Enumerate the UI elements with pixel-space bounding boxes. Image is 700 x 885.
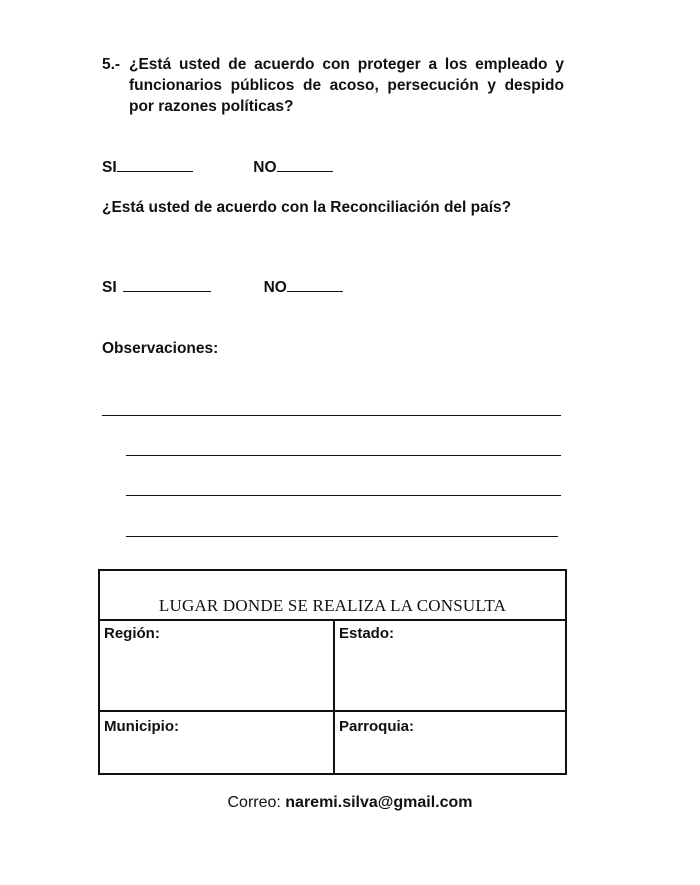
correo-label: Correo: [227, 794, 286, 811]
location-table [98, 569, 567, 775]
si-label: SI [102, 279, 117, 296]
no-label: NO [263, 279, 287, 296]
estado-cell[interactable] [335, 619, 565, 710]
no-blank-field[interactable] [287, 277, 343, 292]
location-table-title: LUGAR DONDE SE REALIZA LA CONSULTA [100, 571, 565, 621]
answer-row-2 [102, 277, 343, 297]
footer-contact [0, 794, 700, 812]
municipio-cell[interactable] [100, 712, 333, 775]
estado-label: Estado: [339, 625, 395, 642]
si-blank-field[interactable] [123, 277, 211, 292]
si-blank-field[interactable] [117, 157, 193, 172]
email-link[interactable]: naremi.silva@gmail.com [285, 794, 473, 811]
observation-line[interactable] [126, 495, 561, 496]
si-label: SI [102, 159, 117, 176]
no-label: NO [253, 159, 277, 176]
region-label: Región: [104, 625, 160, 642]
region-cell[interactable] [100, 619, 333, 710]
observation-line[interactable] [126, 536, 558, 537]
observation-line[interactable] [126, 455, 561, 456]
parroquia-label: Parroquia: [339, 718, 415, 735]
answer-row-1 [102, 157, 333, 177]
parroquia-cell[interactable] [335, 712, 565, 775]
question-6: ¿Está usted de acuerdo con la Reconciliación del país? [102, 199, 512, 216]
observaciones-label: Observaciones: [102, 340, 219, 357]
municipio-label: Municipio: [104, 718, 179, 735]
question-5-text: ¿Está usted de acuerdo con proteger a los empleado y funcionarios públicos de acoso, persecución y despido por razones políticas? [129, 56, 564, 115]
question-5 [102, 54, 564, 117]
question-number: 5.- [102, 56, 121, 73]
no-blank-field[interactable] [277, 157, 333, 172]
observation-line[interactable] [102, 415, 561, 416]
